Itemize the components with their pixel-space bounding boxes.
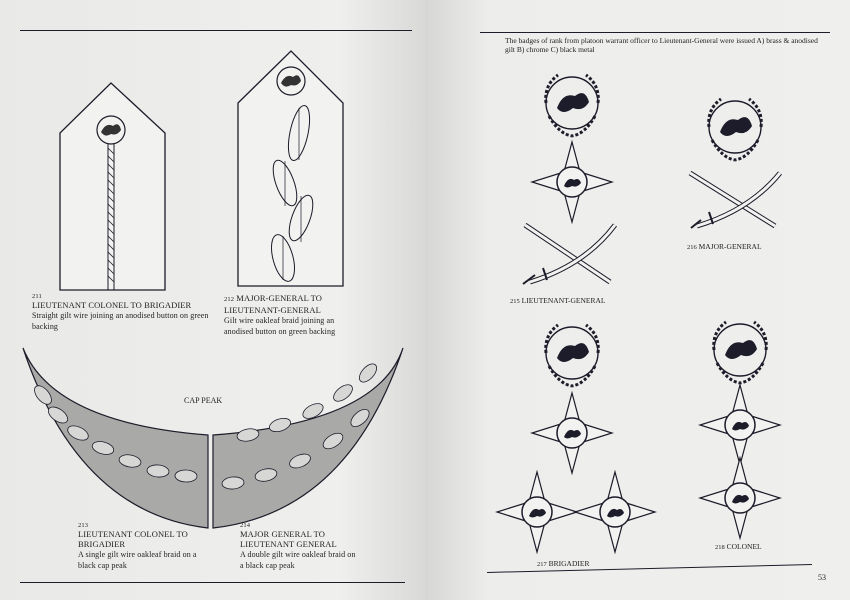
shoulder-board-212-illustration [233, 48, 353, 288]
shoulder-board-211-illustration [55, 78, 175, 293]
caption-211-description: Straight gilt wire joining an anodised button on green backing [32, 311, 209, 331]
badge-215-crossed-swords [515, 220, 625, 290]
caption-213-description: A single gilt wire oakleaf braid on a black cap peak [78, 550, 197, 570]
caption-215 [510, 296, 606, 305]
caption-214-title: MAJOR GENERAL TO LIEUTENANT GENERAL [240, 529, 337, 549]
caption-216-number: 216 [687, 244, 697, 251]
caption-217 [537, 559, 589, 568]
caption-212-description: Gilt wire oakleaf braid joining an anodised button on green backing [224, 316, 336, 336]
caption-212-number: 212 [224, 296, 235, 303]
top-rule-left [20, 30, 412, 31]
badge-218-star-top [700, 385, 780, 465]
caption-213-title: LIEUTENANT COLONEL TO BRIGADIER [78, 529, 188, 549]
caption-211 [32, 293, 217, 332]
cap-peak-illustration [18, 343, 418, 533]
header-note: The badges of rank from platoon warrant officer to Lieutenant-General were issued A) brass & anodised gilt B) chrome C) black metal [505, 36, 818, 54]
caption-218-number: 218 [715, 544, 725, 551]
badge-216-lion-emblem [700, 92, 770, 162]
badge-215-lion-emblem [537, 68, 607, 138]
badge-218-lion-emblem [705, 315, 775, 385]
caption-211-title: LIEUTENANT COLONEL TO BRIGADIER [32, 300, 192, 310]
badge-218-star-bottom [700, 458, 780, 538]
caption-216-title: MAJOR-GENERAL [698, 242, 762, 251]
badge-217-lion-emblem [537, 318, 607, 388]
bottom-rule-right [487, 564, 812, 573]
caption-214 [240, 522, 360, 571]
caption-217-number: 217 [537, 561, 547, 568]
bottom-rule-left [20, 582, 405, 583]
caption-212 [224, 293, 359, 337]
caption-215-number: 215 [510, 298, 520, 305]
caption-218-title: COLONEL [726, 542, 762, 551]
caption-215-title: LIEUTENANT-GENERAL [521, 296, 606, 305]
caption-216 [687, 242, 762, 251]
badge-215-star [532, 142, 612, 222]
caption-218 [715, 542, 762, 551]
caption-212-title-text: MAJOR-GENERAL TO LIEUTENANT-GENERAL [224, 293, 323, 315]
top-rule-right [480, 32, 830, 33]
caption-211-number: 211 [32, 293, 42, 300]
badge-217-star-left [497, 472, 577, 552]
caption-217-title: BRIGADIER [548, 559, 590, 568]
cap-peak-label: CAP PEAK [184, 396, 223, 405]
caption-213-number: 213 [78, 522, 89, 529]
caption-212-title [224, 293, 322, 315]
caption-214-number: 214 [240, 522, 251, 529]
page-number: 53 [818, 573, 826, 582]
badge-217-star-right [575, 472, 655, 552]
badge-216-crossed-swords [685, 168, 785, 233]
caption-213 [78, 522, 198, 571]
caption-214-description: A double gilt wire oakleaf braid on a black cap peak [240, 550, 356, 570]
right-page [425, 0, 850, 600]
badge-217-star [532, 393, 612, 473]
